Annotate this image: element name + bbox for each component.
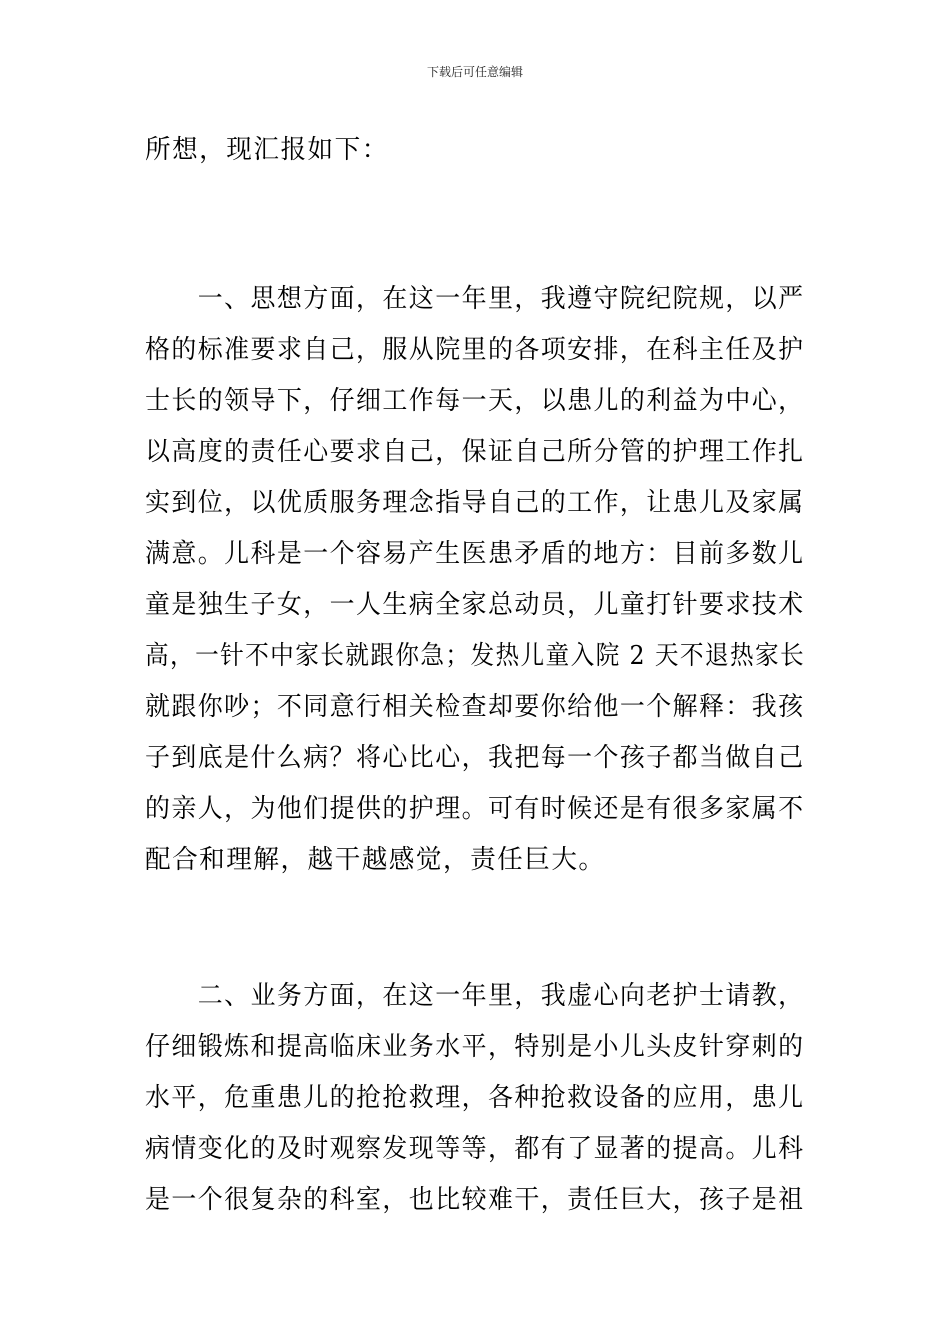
text-line-section2-title: 二、业务方面，在这一年里，我虚心向老护士请教， (145, 981, 805, 1011)
text-line: 实到位，以优质服务理念指导自己的工作，让患儿及家属 (145, 488, 805, 518)
text-line: 配合和理解，越干越感觉，责任巨大。 (145, 845, 606, 875)
text-line: 童是独生子女，一人生病全家总动员，儿童打针要求技术 (145, 590, 805, 620)
text-line: 格的标准要求自己，服从院里的各项安排，在科主任及护 (145, 335, 805, 365)
text-line: 就跟你吵；不同意行相关检查却要你给他一个解释：我孩 (145, 692, 805, 722)
text-line: 病情变化的及时观察发现等等，都有了显著的提高。儿科 (145, 1134, 805, 1164)
text-line: 的亲人，为他们提供的护理。可有时候还是有很多家属不 (145, 794, 805, 824)
text-line-intro: 所想，现汇报如下： (145, 135, 389, 165)
text-line: 子到底是什么病？将心比心，我把每一个孩子都当做自己 (145, 743, 805, 773)
text-line: 高，一针不中家长就跟你急；发热儿童入院 2 天不退热家长 (145, 641, 806, 671)
text-line: 以高度的责任心要求自己，保证自己所分管的护理工作扎 (145, 437, 805, 467)
text-line: 是一个很复杂的科室，也比较难干，责任巨大，孩子是祖 (145, 1185, 805, 1215)
page-header: 下载后可任意编辑 (426, 65, 523, 79)
text-line-section1-title: 一、思想方面，在这一年里，我遵守院纪院规，以严 (145, 284, 805, 314)
text-line: 满意。儿科是一个容易产生医患矛盾的地方：目前多数儿 (145, 539, 805, 569)
text-line: 士长的领导下，仔细工作每一天，以患儿的利益为中心， (145, 386, 805, 416)
text-line: 仔细锻炼和提高临床业务水平，特别是小儿头皮针穿刺的 (145, 1032, 805, 1062)
text-line: 水平，危重患儿的抢抢救理，各种抢救设备的应用，患儿 (145, 1083, 805, 1113)
